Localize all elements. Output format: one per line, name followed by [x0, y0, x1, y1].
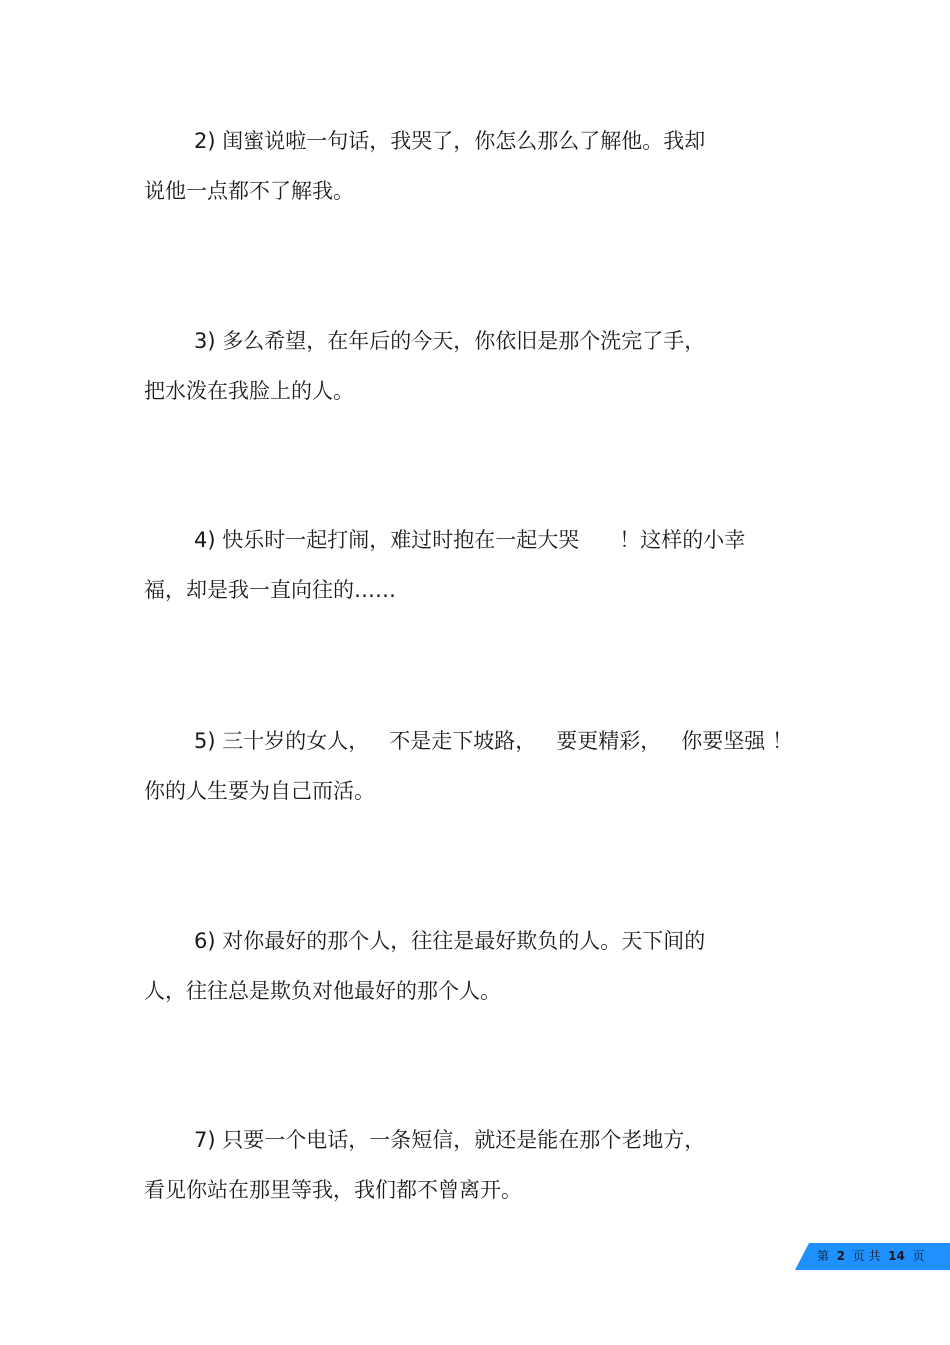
paragraph-line: 5) 三十岁的女人， 不是走下坡路， 要更精彩， 你要坚强 ！ — [194, 729, 793, 753]
page-suffix: 页 — [912, 1249, 925, 1263]
paragraph-3 — [144, 316, 824, 416]
page-number-text — [817, 1243, 924, 1270]
paragraph-5 — [144, 716, 824, 816]
page-prefix: 第 — [817, 1249, 830, 1263]
paragraph-6 — [144, 916, 824, 1016]
current-page-number: 2 — [836, 1249, 846, 1263]
page-number-badge — [795, 1243, 950, 1270]
paragraph-line: 6) 对你最好的那个人，往往是最好欺负的人。天下间的 — [194, 929, 706, 953]
paragraph-line: 3) 多么希望，在年后的今天，你依旧是那个洗完了手， — [194, 329, 706, 353]
paragraph-7 — [144, 1115, 824, 1215]
paragraph-line: 你的人生要为自己而活。 — [144, 779, 375, 803]
paragraph-line: 说他一点都不了解我。 — [144, 179, 354, 203]
total-page-number: 14 — [888, 1249, 905, 1263]
paragraph-line: 4) 快乐时一起打闹，难过时抱在一起大哭 ！这样的小幸 — [194, 528, 746, 552]
paragraph-line: 7) 只要一个电话，一条短信，就还是能在那个老地方， — [194, 1128, 706, 1152]
paragraph-line: 福，却是我一直向往的…… — [144, 578, 396, 602]
paragraph-4 — [144, 515, 824, 615]
paragraph-line: 2) 闺蜜说啦一句话，我哭了，你怎么那么了解他。我却 — [194, 129, 706, 153]
paragraph-line: 人，往往总是欺负对他最好的那个人。 — [144, 979, 501, 1003]
paragraph-line: 看见你站在那里等我，我们都不曾离开。 — [144, 1178, 522, 1202]
paragraph-2 — [144, 116, 824, 216]
paragraph-line: 把水泼在我脸上的人。 — [144, 379, 354, 403]
page-middle: 页 共 — [852, 1249, 881, 1263]
